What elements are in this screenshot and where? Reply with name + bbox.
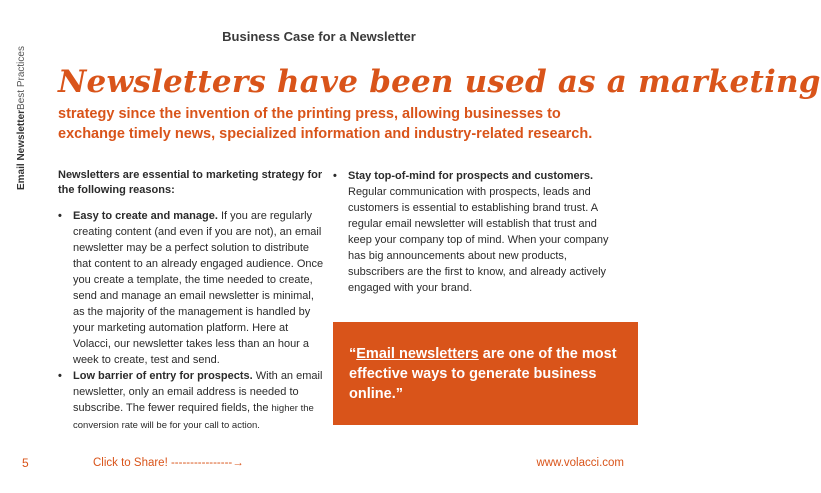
bullet-top-of-mind (333, 168, 613, 296)
quote-open-mark: “ (349, 346, 357, 362)
bullet-text-small: higher the conversion rate will be for your call to action. (73, 403, 314, 431)
page-header-title: Business Case for a Newsletter (222, 29, 416, 44)
bullet-low-barrier (58, 368, 326, 434)
headline-continuation: strategy since the invention of the printing press, allowing businesses to exchange timely news, specialized information and industry-related research. (58, 106, 593, 142)
left-bullet-list (58, 208, 326, 434)
share-link[interactable]: Click to Share! ----------------→ (93, 457, 244, 469)
website-link[interactable]: www.volacci.com (536, 457, 624, 469)
side-section-label (16, 46, 27, 190)
headline-script: Newsletters have been used as a marketing (58, 64, 821, 100)
page-number: 5 (22, 456, 29, 470)
bullet-lead: Stay top-of-mind for prospects and customers. (348, 170, 594, 182)
bullet-lead: Low barrier of entry for prospects. (73, 370, 253, 382)
left-column (58, 168, 326, 434)
bullet-easy-to-create (58, 208, 326, 368)
quote-emphasis: Email newsletters (356, 346, 479, 362)
bullet-lead: Easy to create and manage. (73, 210, 218, 222)
bullet-text: If you are regularly creating content (and even if you are not), an email newsletter may be a perfect solution to distribute that content to an already engaged audience. Once you create a template, the time needed to create, send and manage an email newsletter is minimal, as the majority of the management is handled by your marketing automation platform. Here at Volacci, our newsletter takes less than an hour a week to create, test and send. (73, 210, 324, 366)
right-column (333, 168, 613, 296)
pull-quote (333, 322, 638, 425)
side-label-bold: Email Newsletter (16, 109, 27, 190)
intro-text: Newsletters are essential to marketing strategy for the following reasons: (58, 169, 323, 196)
bullet-text: With an email newsletter, only an email address is needed to subscribe. The fewer required fields, the (73, 370, 323, 414)
side-label-light: Best Practices (16, 46, 27, 110)
right-bullet-list (333, 168, 613, 296)
quote-rest: are one of the most effective ways to generate business online.” (349, 346, 617, 402)
bullet-text: Regular communication with prospects, leads and customers is essential to establishing brand trust. A regular email newsletter will establish that trust and keep your company top of mind. When your company has big announcements about new products, subscribers are the first to know, and already actively engaged with your brand. (348, 186, 609, 294)
